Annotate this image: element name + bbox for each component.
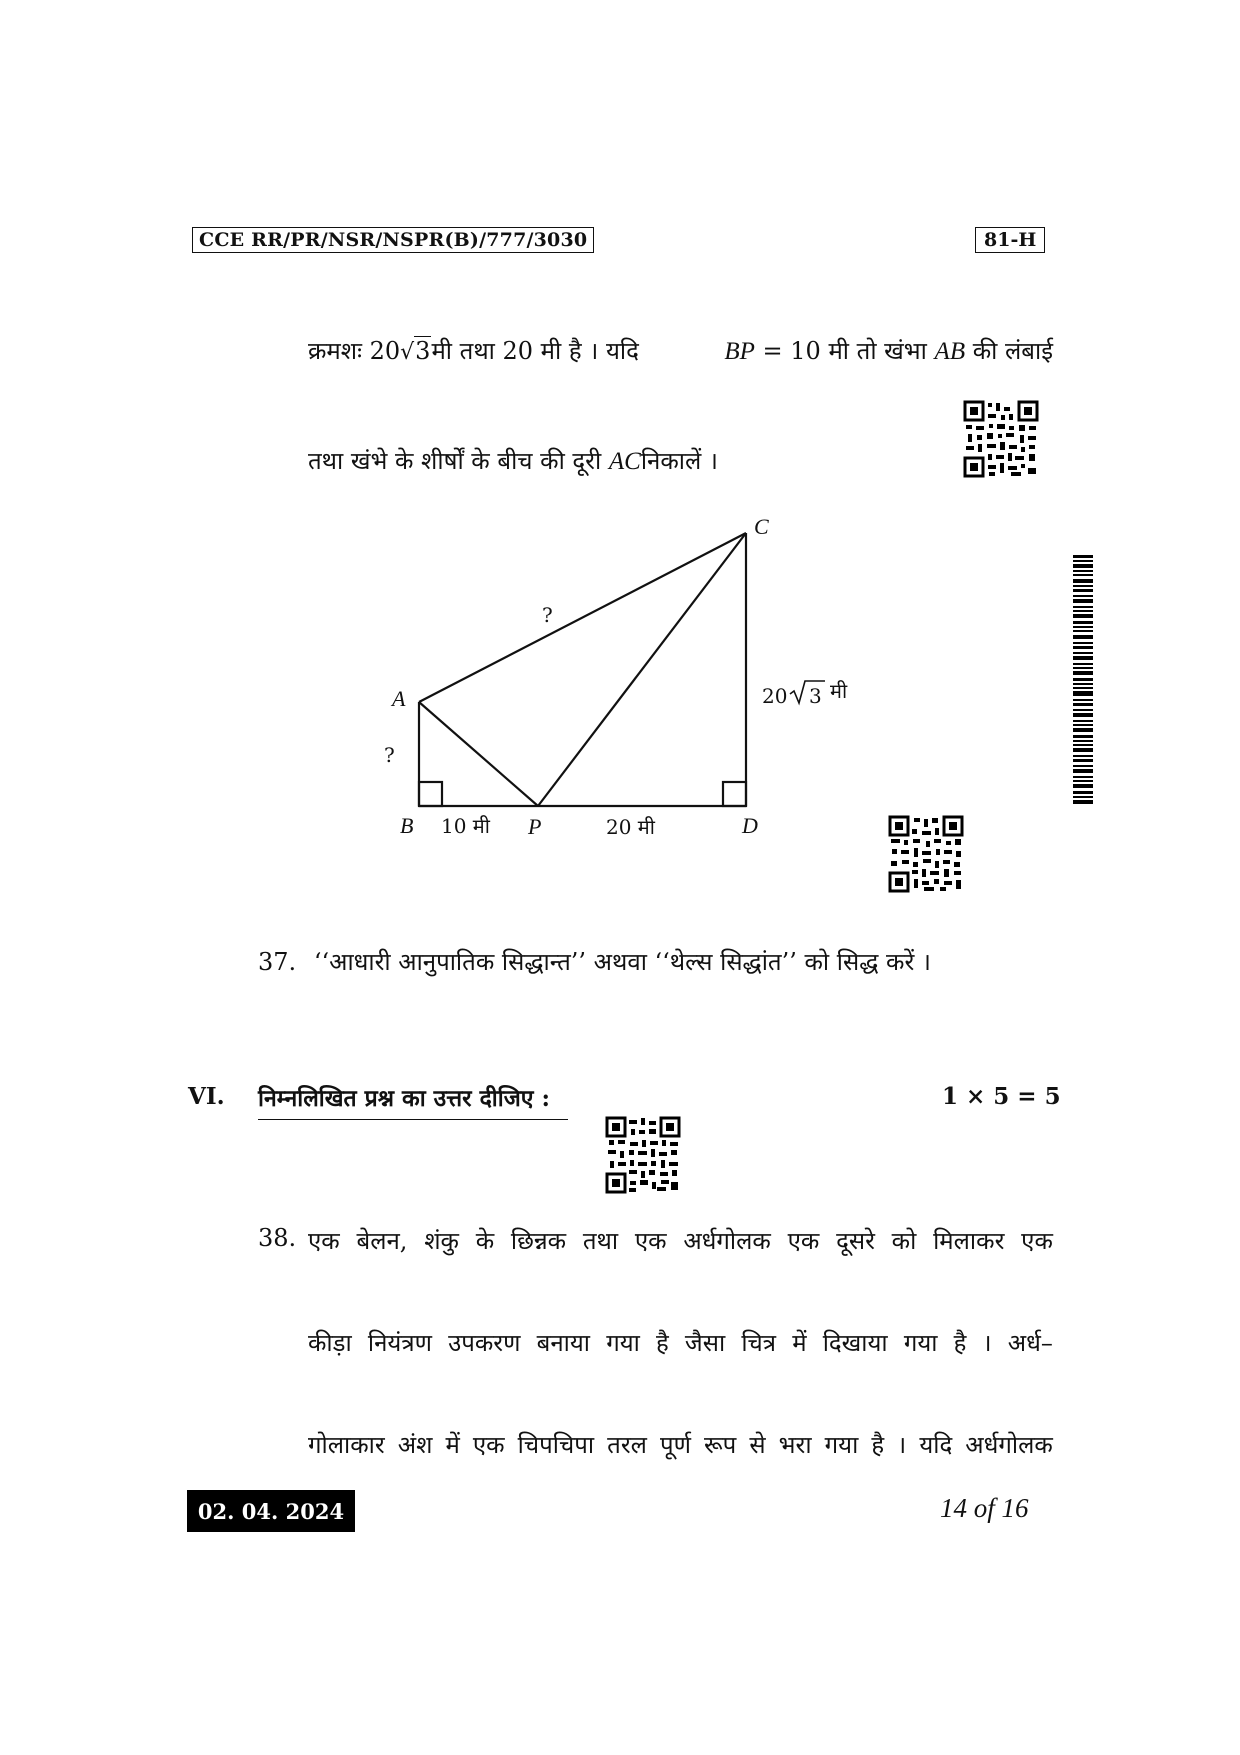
- word: है: [953, 1329, 967, 1357]
- segment-ac: [419, 533, 746, 702]
- word: पूर्ण: [659, 1431, 691, 1459]
- word: के: [475, 1227, 495, 1255]
- word: को: [891, 1227, 917, 1255]
- vertex-a: A: [392, 686, 406, 711]
- qr-code-icon: [888, 815, 964, 893]
- segment-ap: [419, 702, 538, 806]
- var-ab: AB: [934, 338, 966, 365]
- word: तथा: [582, 1227, 619, 1255]
- word: एक: [634, 1227, 667, 1255]
- q36-line-2: [308, 444, 718, 477]
- word: एक: [308, 1227, 340, 1255]
- word: बेलन,: [356, 1227, 408, 1255]
- word: तरल: [607, 1431, 647, 1459]
- label-ab-unknown: ?: [384, 743, 395, 767]
- word: गया: [824, 1431, 859, 1459]
- label-cd-num: 20: [762, 684, 788, 708]
- section-marks: 1 × 5 = 5: [942, 1083, 1061, 1110]
- section-title: निम्नलिखित प्रश्न का उत्तर दीजिए :: [258, 1081, 568, 1120]
- vertex-b: B: [400, 813, 414, 838]
- label-cd-root: 3: [809, 684, 822, 708]
- label-pd: 20 मी: [606, 815, 655, 839]
- word: बनाया: [536, 1329, 591, 1357]
- right-angle-d: [723, 782, 746, 806]
- geometry-figure: [380, 510, 880, 850]
- word: में: [792, 1329, 807, 1357]
- word: अर्धगोलक: [965, 1431, 1053, 1459]
- word: नियंत्रण: [367, 1329, 432, 1357]
- q36-text-f: निकालें ।: [640, 447, 718, 475]
- word: गया: [606, 1329, 640, 1357]
- word: दिखाया: [822, 1329, 888, 1357]
- word: दूसरे: [836, 1227, 875, 1255]
- q36-text-a: क्रमशः 20: [308, 337, 401, 365]
- word: भरा: [778, 1431, 812, 1459]
- word: गया: [903, 1329, 938, 1357]
- section-roman: VI.: [188, 1083, 225, 1110]
- word: एक: [787, 1227, 820, 1255]
- word: चिपचिपा: [517, 1431, 595, 1459]
- word: अंश: [397, 1431, 433, 1459]
- word: में: [445, 1431, 460, 1459]
- qr-code-icon: [963, 400, 1039, 478]
- question-text: ‘‘आधारी आनुपातिक सिद्धान्त’’ अथवा ‘‘थेल्स सिद्धांत’’ को सिद्ध करें ।: [313, 948, 931, 976]
- var-ac: AC: [608, 448, 641, 475]
- word: अर्धगोलक: [683, 1227, 771, 1255]
- q36-text-c: = 10 मी तो खंभा: [762, 337, 927, 365]
- vertex-d: D: [742, 813, 758, 838]
- word: ।: [897, 1431, 907, 1459]
- q38-line-2: [308, 1326, 1053, 1359]
- word: उपकरण: [448, 1329, 521, 1357]
- word: यदि: [919, 1431, 953, 1459]
- question-37: [258, 945, 931, 978]
- word: कीड़ा: [308, 1329, 352, 1357]
- word: मिलाकर: [933, 1227, 1005, 1255]
- vertex-p: P: [528, 814, 542, 839]
- word: अर्ध–: [1007, 1329, 1053, 1357]
- word: है: [871, 1431, 885, 1459]
- word: जैसा: [684, 1329, 726, 1357]
- q38-line-1: [308, 1224, 1053, 1257]
- page-number: 14 of 16: [940, 1493, 1029, 1523]
- q36-line-1: [308, 334, 1053, 367]
- label-ac-unknown: ?: [542, 603, 553, 627]
- word: एक: [472, 1431, 505, 1459]
- word: छिन्नक: [510, 1227, 567, 1255]
- word: शंकु: [424, 1227, 459, 1255]
- word: ।: [982, 1329, 992, 1357]
- q36-text-b: मी तथा 20 मी है । यदि: [431, 337, 639, 365]
- right-angle-b: [419, 782, 442, 806]
- segment-pc: [538, 533, 746, 806]
- barcode-icon: [1073, 555, 1093, 805]
- q36-text-d: की लंबाई: [972, 337, 1053, 365]
- exam-code: CCE RR/PR/NSR/NSPR(B)/777/3030: [192, 227, 594, 253]
- word: रूप: [704, 1431, 737, 1459]
- q38-line-3: [308, 1428, 1053, 1461]
- exam-date: 02. 04. 2024: [187, 1490, 355, 1532]
- var-bp: BP: [724, 338, 755, 365]
- word: गोलाकार: [308, 1431, 385, 1459]
- word: से: [749, 1431, 766, 1459]
- q36-text-e: तथा खंभे के शीर्षों के बीच की दूरी: [308, 447, 602, 475]
- label-cd-unit: मी: [830, 679, 848, 703]
- label-bp: 10 मी: [441, 814, 490, 838]
- word: एक: [1021, 1227, 1053, 1255]
- sqrt-symbol: √3: [400, 337, 431, 365]
- qr-code-icon: [605, 1116, 681, 1194]
- question-number: 37.: [258, 948, 297, 976]
- q38-number: 38.: [258, 1224, 297, 1252]
- word: है: [656, 1329, 669, 1357]
- paper-code: 81-H: [975, 227, 1045, 253]
- vertex-c: C: [754, 514, 769, 539]
- word: चित्र: [741, 1329, 777, 1357]
